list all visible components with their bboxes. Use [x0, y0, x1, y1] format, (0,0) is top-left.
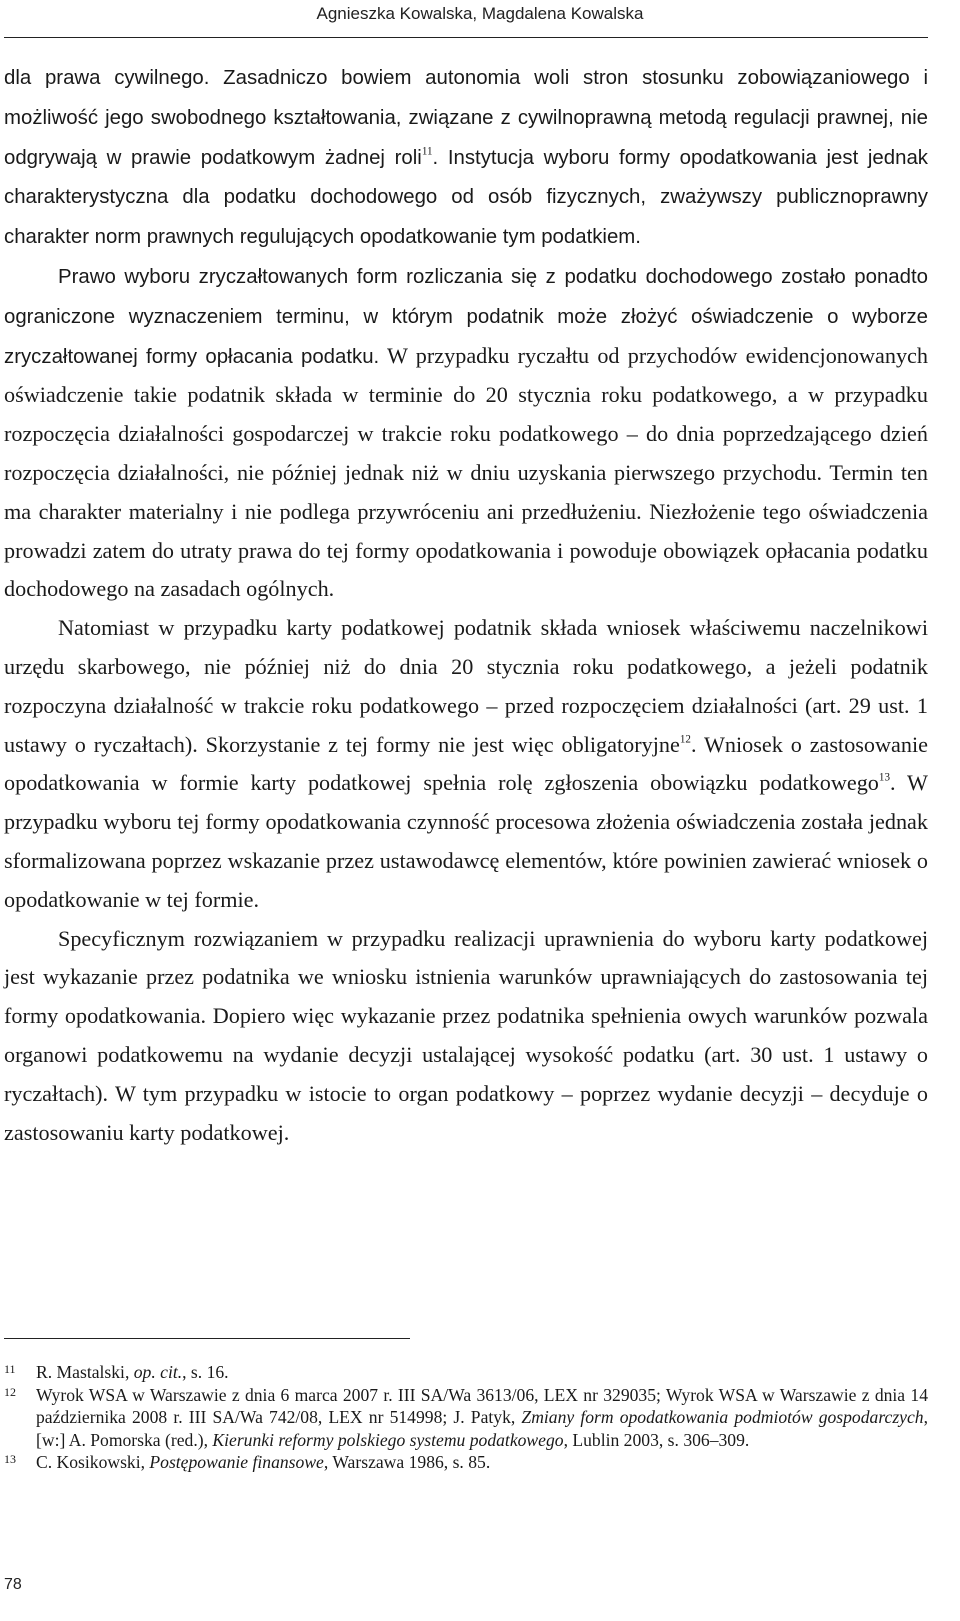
- footnote-number: 13: [4, 1452, 16, 1467]
- page-number: 78: [4, 1576, 22, 1593]
- footnote-13-segment-1: C. Kosikowski,: [36, 1452, 150, 1473]
- footnote-ref-11: 11: [421, 145, 433, 158]
- footnote-text: [36, 1361, 928, 1384]
- paragraph-1-segment-3: . Instytucja wyboru formy opodatkowania jest jednak charakterystyczna dla podatku dochodowego od osób fizycznych, zważywszy publicznoprawny charakter norm prawnych regulujących opodatkowanie tym podatkiem.: [4, 146, 928, 249]
- footnote-rule: [4, 1338, 410, 1339]
- footnote-11-segment-1: R. Mastalski,: [36, 1362, 134, 1382]
- footnote-12: [4, 1384, 928, 1452]
- running-head: Agnieszka Kowalska, Magdalena Kowalska: [316, 4, 644, 23]
- footnote-11: [4, 1361, 928, 1384]
- footnote-13-segment-3: , Warszawa 1986, s. 85.: [323, 1452, 491, 1473]
- paragraph-4-segment-1: Specyficznym rozwiązaniem w przypadku realizacji uprawnienia do wyboru karty podatkowej jest wykazanie przez podatnika we wniosku istnienia warunków uprawniających do zastosowania tej formy opodatkowania. Dopiero więc wykazanie przez podatnika spełnienia owych warunków pozwala organowi podatkowemu na wydanie decyzji ustalającej wysokość podatku (art. 30 ust. 1 ustawy o ryczałtach). W tym przypadku w istocie to organ podatkowy – poprzez wydanie decyzji – decyduje o zastosowaniu karty podatkowej.: [4, 925, 928, 1145]
- footnote-12-segment-4: Kierunki reformy polskiego systemu podatkowego: [212, 1429, 564, 1450]
- footnote-13: [4, 1451, 928, 1474]
- header-rule: [4, 37, 928, 38]
- footnote-11-segment-2: op. cit.: [133, 1362, 183, 1382]
- footnotes: [4, 1361, 928, 1474]
- paragraph-2-segment-2: W przypadku ryczałtu od przychodów ewidencjonowanych oświadczenie takie podatnik składa w terminie do 20 stycznia roku podatkowego, a w przypadku rozpoczęcia działalności gospodarczej w trakcie roku podatkowego – do dnia poprzedzającego dzień rozpoczęcia działalności, nie później jednak niż w dniu uzyskania pierwszego przychodu. Termin ten ma charakter materialny i nie podlega przywróceniu ani przedłużeniu. Niezłożenie tego oświadczenia prowadzi zatem do utraty prawa do tej formy opodatkowania i powoduje obowiązek opłacania podatku dochodowego na zasadach ogólnych.: [4, 342, 928, 602]
- paragraph-3: [4, 609, 928, 919]
- paragraph-1-segment-1: dla prawa cywilnego. Zasadniczo bowiem autonomia woli stron stosunku zobowiązaniowego i możliwość jego swobodnego kształtowania, związane z cywilnoprawną metodą regulacji prawnej, nie odgrywają w prawie podatkowym żadnej roli: [4, 67, 928, 169]
- footnote-12-segment-2: Zmiany form opodatkowania podmiotów gospodarczych: [521, 1407, 924, 1428]
- footnote-number: 11: [4, 1362, 16, 1376]
- paragraph-2: [4, 257, 928, 609]
- footnote-12-segment-1: Wyrok WSA w Warszawie z dnia 6 marca 2007 r. III SA/Wa 3613/06, LEX nr 329035; Wyrok WSA w Warszawie z dnia 14 października 2008 r. III SA/Wa 742/08, LEX nr 514998; J. Patyk,: [36, 1384, 928, 1428]
- footnote-number: 12: [4, 1384, 16, 1399]
- body-text: [4, 58, 928, 1152]
- footnote-ref-13: 13: [878, 771, 890, 784]
- footnote-text: [36, 1384, 928, 1452]
- footnote-11-segment-3: , s. 16.: [182, 1362, 229, 1382]
- paragraph-3-segment-1: Natomiast w przypadku karty podatkowej podatnik składa wniosek właściwemu naczelnikowi urzędu skarbowego, nie później niż do dnia 20 stycznia roku podatkowego, a jeżeli podatnik rozpoczyna działalność w trakcie roku podatkowego – przed rozpoczęciem działalności (art. 29 ust. 1 ustawy o ryczałtach). Skorzystanie z tej formy nie jest więc obligatoryjne: [4, 615, 928, 757]
- paragraph-2-segment-1: Prawo wyboru zryczałtowanych form rozliczania się z podatku dochodowego zostało ponadto ograniczone wyznaczeniem terminu, w którym podatnik może złożyć oświadczenie o wyborze zryczałtowanej formy opłacania podatku.: [4, 265, 928, 368]
- paragraph-4: [4, 920, 928, 1153]
- footnote-ref-12: 12: [679, 733, 691, 746]
- paragraph-3-segment-3: . Wniosek o zastosowanie opodatkowania w formie karty podatkowej spełnia rolę zgłoszenia obowiązku podatkowego: [4, 731, 928, 796]
- footnote-text: [36, 1451, 928, 1474]
- footnote-13-segment-2: Postępowanie finansowe: [149, 1452, 324, 1473]
- paragraph-3-segment-5: . W przypadku wyboru tej formy opodatkowania czynność procesowa złożenia oświadczenia została jednak sformalizowana poprzez wskazanie przez ustawodawcę elementów, które powinien zawierać wniosek o opodatkowanie w tej formie.: [4, 770, 928, 912]
- paragraph-1: [4, 58, 928, 257]
- footnote-12-segment-3: , [w:] A. Pomorska (red.),: [36, 1407, 928, 1450]
- footnote-12-segment-5: , Lublin 2003, s. 306–309.: [563, 1429, 750, 1450]
